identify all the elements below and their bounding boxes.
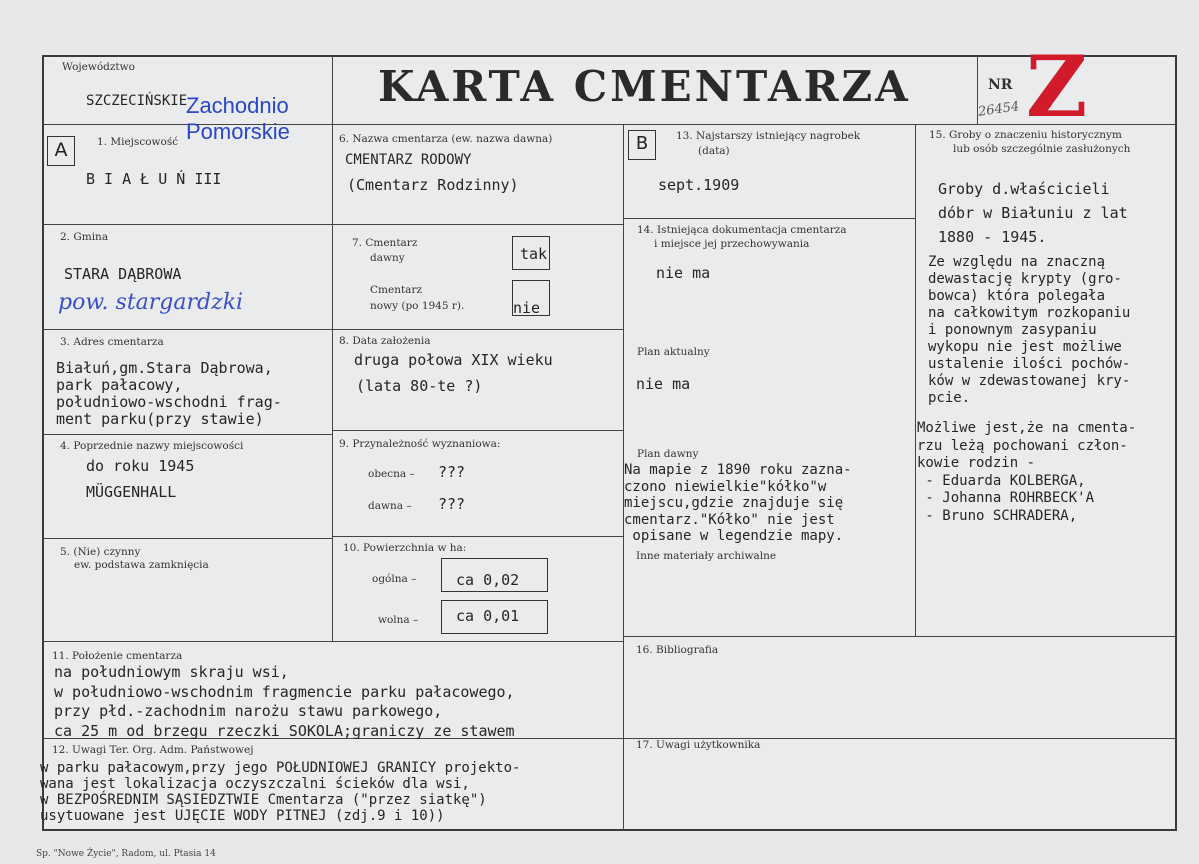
field-17-label: 17. Uwagi użytkownika	[636, 739, 761, 751]
field-15-value-part-1: Groby d.właścicieli dóbr w Białuniu z lat 1880 - 1945.	[938, 180, 1128, 246]
field-4-value-line-2: MÜGGENHALL	[86, 483, 177, 501]
field-9-label: 9. Przynależność wyznaniowa:	[339, 438, 501, 450]
stamp-line-1: Zachodnio	[186, 93, 289, 118]
field-7-old-label: dawny	[370, 252, 405, 264]
field-7-new-label-line-2: nowy (po 1945 r).	[370, 300, 465, 312]
field-10-free-label: wolna –	[378, 614, 419, 626]
field-13-label-line-2: (data)	[698, 145, 730, 157]
field-14-label-line-1: 14. Istniejąca dokumentacja cmentarza	[637, 224, 847, 236]
voivodeship-label: Województwo	[62, 61, 135, 73]
field-11-value: na południowym skraju wsi, w południowo-wschodnim fragmencie parku pałacowego, przy płd.-zachodnim narożu stawu parkowego, ca 25 m od brzegu rzeczki SOKOLA;graniczy ze stawem	[54, 663, 515, 740]
field-15-label-line-1: 15. Groby o znaczeniu historycznym	[929, 129, 1122, 141]
field-6-label: 6. Nazwa cmentarza (ew. nazwa dawna)	[339, 133, 553, 145]
field-14-value: nie ma	[656, 264, 711, 282]
field-12-label: 12. Uwagi Ter. Org. Adm. Państwowej	[52, 744, 254, 756]
row-line-a2	[42, 329, 333, 330]
row-line-m2	[332, 329, 623, 330]
field-13-label-line-1: 13. Najstarszy istniejący nagrobek	[676, 130, 861, 142]
field-8-value-line-2: (lata 80-te ?)	[356, 377, 483, 395]
field-6-value-line-2: (Cmentarz Rodzinny)	[347, 176, 519, 194]
field-2-value: STARA DĄBROWA	[64, 265, 182, 283]
field-13-value: sept.1909	[658, 176, 740, 194]
row-line-bottom-right	[623, 636, 1177, 637]
field-10-total-value: ca 0,02	[456, 571, 520, 589]
field-10-total-box	[441, 558, 548, 592]
field-5-label-line-2: ew. podstawa zamknięcia	[74, 559, 209, 571]
plan-current-value: nie ma	[636, 375, 691, 393]
row-line-b1	[623, 218, 915, 219]
page-title: KARTA CMENTARZA	[378, 62, 911, 111]
row-line-m3	[332, 430, 623, 431]
nr-label: NR	[988, 77, 1013, 93]
row-line-m4	[332, 536, 623, 537]
printer-imprint: Sp. "Nowe Życie", Radom, ul. Ptasia 14	[36, 849, 216, 859]
section-b-box	[628, 130, 656, 160]
field-14-label-line-2: i miejsce jej przechowywania	[654, 238, 810, 250]
field-12-value: w parku pałacowym,przy jego POŁUDNIOWEJ GRANICY projekto- wana jest lokalizacja oczyszczalni ścieków dla wsi, w BEZPOŚREDNIM SĄSIEDZTWIE Cmentarza ("przez siatkę") usytuowane jest UJĘCIE WODY PITNEJ (zdj.9 i 10))	[40, 760, 521, 824]
field-9-current-value: ???	[438, 463, 466, 481]
field-9-current-label: obecna –	[368, 468, 415, 480]
field-8-value-line-1: druga połowa XIX wieku	[354, 351, 553, 369]
row-line-m1	[332, 224, 623, 225]
field-1-value: B I A Ł U Ń III	[86, 170, 222, 188]
field-7-new-value: nie	[513, 299, 541, 317]
inventory-number: 26454	[977, 99, 1021, 120]
row-line-a1	[42, 224, 333, 225]
section-b-letter: B	[635, 133, 649, 154]
field-10-free-box	[441, 600, 548, 634]
field-9-former-label: dawna –	[368, 500, 412, 512]
field-15-value-part-2: Ze względu na znaczną dewastację krypty (gro- bowca) która polegała na całkowitym rozkopaniu i ponownym zasypaniu wykopu nie jest możliwe ustalenie ilości pochów- ków w zdewastowanej kry- pcie.	[928, 254, 1131, 406]
other-archival-label: Inne materiały archiwalne	[636, 550, 777, 562]
field-7-new-label-line-1: Cmentarz	[370, 284, 422, 296]
field-10-label: 10. Powierzchnia w ha:	[343, 542, 467, 554]
field-15-label-line-2: lub osób szczególnie zasłużonych	[953, 143, 1131, 155]
field-3-label: 3. Adres cmentarza	[60, 336, 164, 348]
field-15-value-part-3: Możliwe jest,że na cmenta- rzu leżą pochowani człon- kowie rodzin - - Eduarda KOLBERGA, - Johanna ROHRBECK'A - Bruno SCHRADERA,	[917, 420, 1137, 524]
field-4-value-line-1: do roku 1945	[86, 457, 195, 475]
field-2-label: 2. Gmina	[60, 231, 109, 243]
row-line-a4	[42, 538, 333, 539]
field-11-label: 11. Położenie cmentarza	[52, 650, 183, 662]
voivodeship-value: SZCZECIŃSKIE	[86, 93, 188, 109]
row-line-bottom-left	[42, 641, 623, 642]
field-6-value-line-1: CMENTARZ RODOWY	[345, 152, 472, 168]
column-divider-3	[915, 124, 916, 636]
stamp-line-2: Pomorskie	[186, 119, 290, 144]
row-line-a3	[42, 434, 333, 435]
field-16-label: 16. Bibliografia	[636, 644, 719, 656]
field-1-label: 1. Miejscowość	[97, 136, 179, 148]
field-7-old-box	[512, 236, 550, 270]
field-7-label: 7. Cmentarz	[352, 237, 418, 249]
field-4-label: 4. Poprzednie nazwy miejscowości	[60, 440, 244, 452]
field-5-label-line-1: 5. (Nie) czynny	[60, 546, 141, 558]
field-8-label: 8. Data założenia	[339, 335, 431, 347]
section-a-letter: A	[54, 139, 68, 161]
column-divider-1	[332, 55, 333, 642]
section-a-box	[47, 136, 75, 166]
plan-old-value: Na mapie z 1890 roku zazna- czono niewielkie"kółko"w miejscu,gdzie znajduje się cmentarz."Kółko" nie jest opisane w legendzie mapy.	[624, 462, 852, 544]
field-7-new-box	[512, 280, 550, 316]
plan-old-label: Plan dawny	[637, 448, 699, 460]
field-10-total-label: ogólna –	[372, 573, 417, 585]
field-7-old-value: tak	[520, 245, 548, 263]
field-3-value: Białuń,gm.Stara Dąbrowa, park pałacowy, południowo-wschodni frag- ment parku(przy stawie)	[56, 359, 282, 428]
nr-value: Z	[1026, 37, 1088, 136]
field-10-free-value: ca 0,01	[456, 607, 520, 625]
field-2-handwritten-note: pow. stargardzki	[58, 290, 244, 315]
field-9-former-value: ???	[438, 495, 466, 513]
plan-current-label: Plan aktualny	[637, 346, 710, 358]
